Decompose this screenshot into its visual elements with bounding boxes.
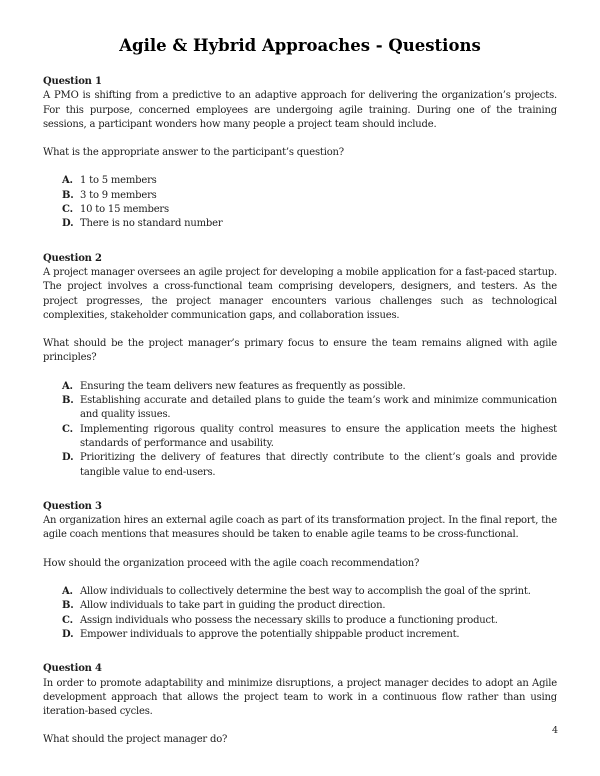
question-1-options — [43, 174, 557, 231]
answer-option-b — [43, 394, 557, 423]
question-2-scenario: A project manager oversees an agile project for developing a mobile application for a fast-paced startup. The project involves a cross-functional team comprising developers, designers, and testers. As the project progresses, the project manager encounters various challenges such as technological complexities, stakeholder communication gaps, and collaboration issues. — [43, 266, 557, 321]
answer-option-c — [43, 423, 557, 452]
page-title: Agile & Hybrid Approaches - Questions — [119, 36, 481, 55]
option-text: Implementing rigorous quality control measures to ensure the application meets the highest standards of performance and usability. — [80, 423, 557, 449]
option-letter: A. — [62, 586, 73, 598]
question-3-scenario: An organization hires an external agile coach as part of its transformation project. In the final report, the agile coach mentions that measures should be taken to enable agile teams to be cross-functional. — [43, 515, 557, 541]
option-text: Establishing accurate and detailed plans to guide the team’s work and minimize communication and quality issues. — [80, 395, 557, 421]
option-letter: B. — [62, 395, 74, 407]
answer-option-d — [43, 217, 557, 231]
question-3-label: Question 3 — [43, 500, 102, 512]
answer-option-a — [43, 585, 557, 599]
answer-option-b — [43, 189, 557, 203]
page-number: 4 — [551, 725, 558, 736]
question-2-options — [43, 380, 557, 480]
question-3-prompt: How should the organization proceed with the agile coach recommendation? — [43, 557, 420, 569]
question-1-prompt: What is the appropriate answer to the participant’s question? — [43, 147, 344, 159]
option-text: 10 to 15 members — [80, 204, 169, 216]
answer-option-a — [43, 174, 557, 188]
question-1-label: Question 1 — [43, 76, 102, 87]
option-letter: A. — [62, 380, 73, 392]
option-letter: C. — [62, 204, 73, 216]
question-4-prompt: What should the project manager do? — [43, 734, 228, 746]
answer-option-d — [43, 451, 557, 480]
option-letter: C. — [62, 614, 73, 626]
answer-option-c — [43, 203, 557, 217]
question-block-4 — [43, 662, 557, 747]
answer-option-b — [43, 599, 557, 613]
option-letter: D. — [62, 628, 74, 640]
question-4-label: Question 4 — [43, 663, 102, 675]
question-block-1 — [43, 75, 557, 232]
option-letter: B. — [62, 600, 74, 612]
question-4-scenario: In order to promote adaptability and minimize disruptions, a project manager decides to adopt an Agile development approach that allows the project team to work in a continuous flow rather than using iteration-based cycles. — [43, 677, 557, 718]
option-text: Prioritizing the delivery of features that directly contribute to the client’s goals and provide tangible value to end-users. — [80, 452, 557, 478]
question-1-scenario: A PMO is shifting from a predictive to an adaptive approach for delivering the organization’s projects. For this purpose, concerned employees are undergoing agile training. During one of the training sessions, a participant wonders how many people a project team should include. — [43, 90, 557, 130]
option-letter: D. — [62, 218, 74, 230]
option-letter: C. — [62, 423, 73, 435]
option-text: 3 to 9 members — [80, 189, 157, 201]
question-block-2 — [43, 252, 557, 480]
option-text: Allow individuals to collectively determine the best way to accomplish the goal of the sprint. — [80, 586, 531, 598]
answer-option-d — [43, 628, 557, 642]
option-text: Empower individuals to approve the potentially shippable product increment. — [80, 628, 460, 640]
option-text: Assign individuals who possess the necessary skills to produce a functioning product. — [80, 614, 498, 626]
question-3-options — [43, 585, 557, 642]
answer-option-a — [43, 380, 557, 394]
option-letter: B. — [62, 189, 74, 201]
option-text: Allow individuals to take part in guiding the product direction. — [80, 600, 386, 612]
option-letter: A. — [62, 175, 73, 187]
option-text: Ensuring the team delivers new features as frequently as possible. — [80, 380, 406, 392]
option-text: There is no standard number — [80, 218, 223, 230]
question-block-3 — [43, 500, 557, 642]
option-text: 1 to 5 members — [80, 175, 157, 187]
answer-option-c — [43, 614, 557, 628]
question-2-prompt: What should be the project manager’s primary focus to ensure the team remains aligned with agile principles? — [43, 338, 557, 364]
option-letter: D. — [62, 452, 74, 464]
question-2-label: Question 2 — [43, 252, 102, 264]
